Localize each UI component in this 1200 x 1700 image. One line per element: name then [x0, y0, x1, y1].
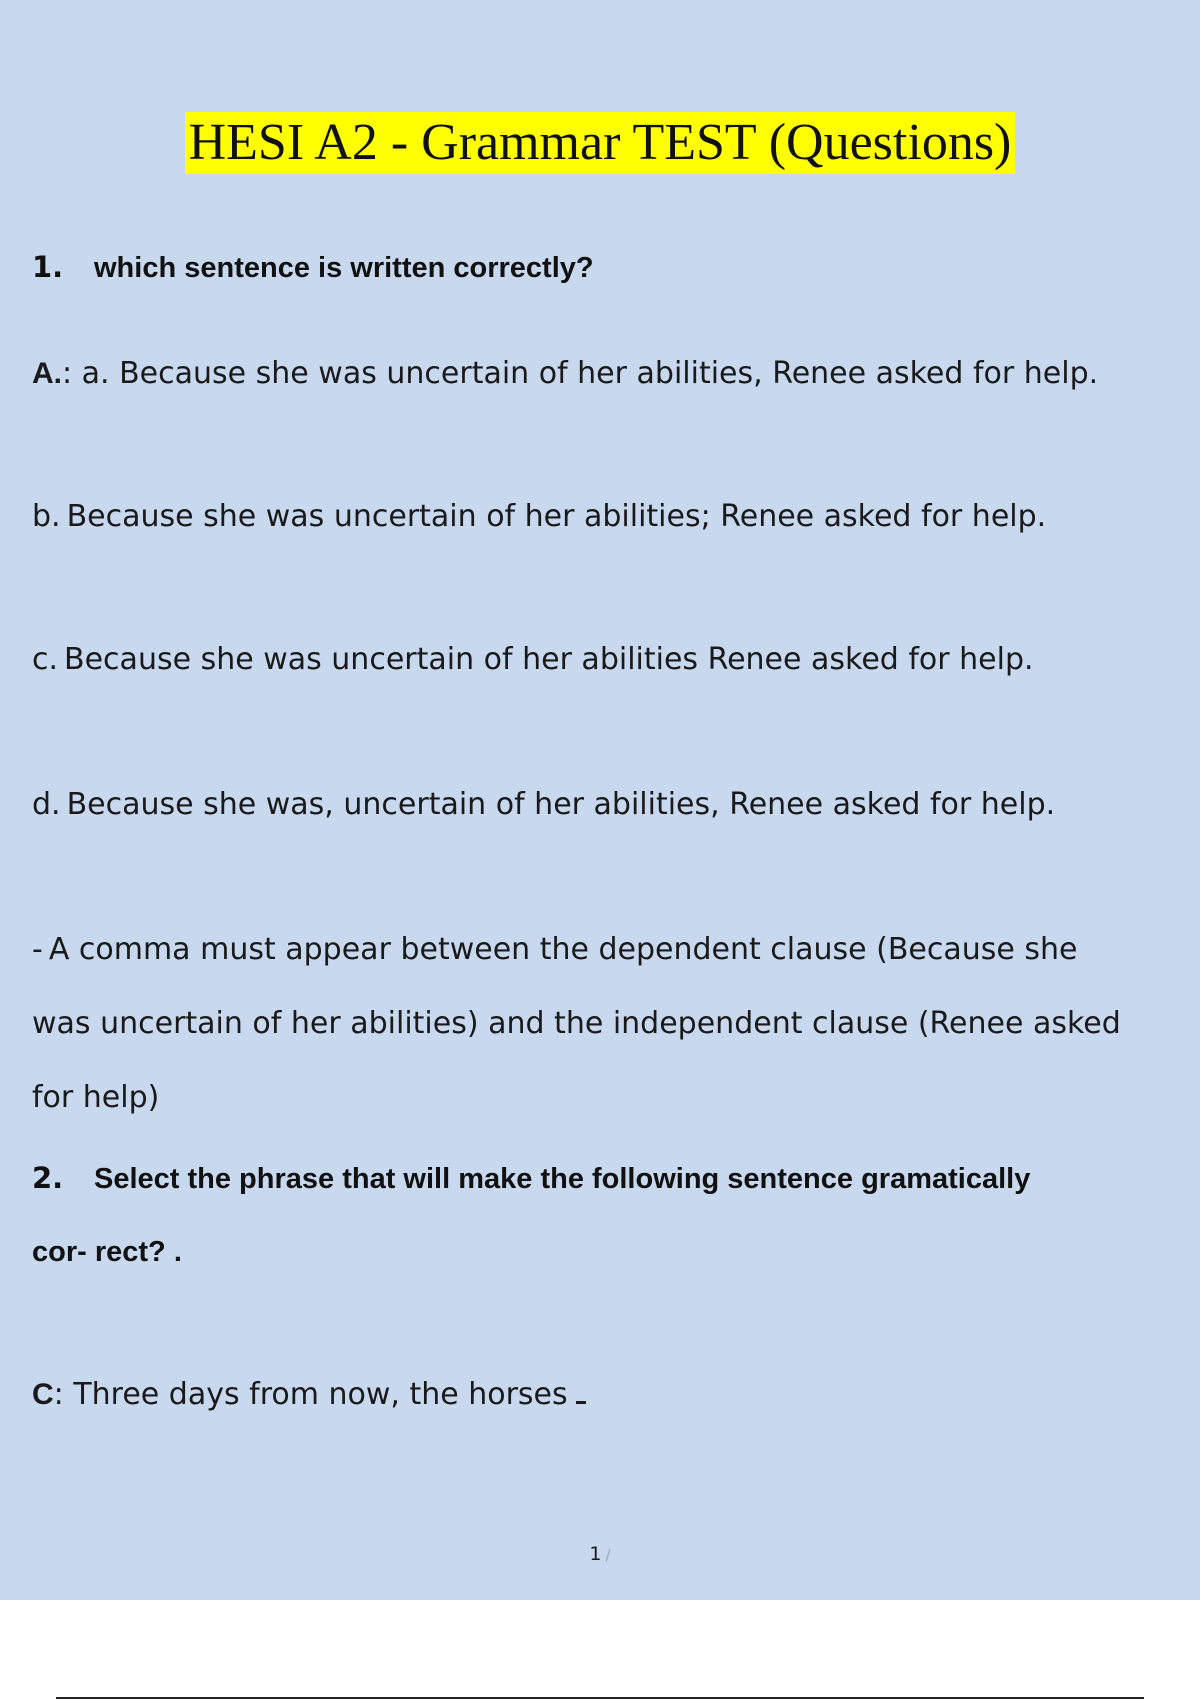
- document-title: HESI A2 - Grammar TEST (Questions): [185, 112, 1016, 174]
- explanation-line: for help): [32, 1080, 160, 1115]
- page-number-value: 1: [589, 1543, 602, 1565]
- choice-text: : Three days from now, the horses: [53, 1377, 568, 1412]
- page-separator: /: [605, 1546, 611, 1564]
- choice-label: C: [32, 1378, 54, 1411]
- question-2-prompt-line-1: Select the phrase that will make the following sentence gramatically: [94, 1163, 1031, 1195]
- question-2-heading: [32, 1161, 1030, 1196]
- title-container: [0, 112, 1200, 174]
- question-2-number: 2.: [32, 1161, 64, 1195]
- answer-label: A.: [32, 357, 62, 390]
- option-b: b. Because she was uncertain of her abilities; Renee asked for help.: [32, 499, 1047, 534]
- question-1-heading: [32, 250, 594, 285]
- explanation-line: was uncertain of her abilities) and the independent clause (Renee asked: [32, 1006, 1121, 1041]
- answer-blank: [576, 1379, 586, 1404]
- explanation-line: - A comma must appear between the dependent clause (Because she: [32, 932, 1078, 967]
- option-c: c. Because she was uncertain of her abilities Renee asked for help.: [32, 642, 1034, 677]
- question-2-prompt-line-2: cor- rect? .: [32, 1236, 182, 1268]
- question-1-prompt: which sentence is written correctly?: [94, 252, 594, 284]
- page-number: [0, 1543, 1200, 1565]
- question-2-choice: [32, 1377, 586, 1412]
- bottom-divider: [56, 1697, 1144, 1699]
- question-1-number: 1.: [32, 250, 64, 284]
- option-d: d. Because she was, uncertain of her abilities, Renee asked for help.: [32, 787, 1056, 822]
- answer-text: : a. Because she was uncertain of her abilities, Renee asked for help.: [62, 356, 1099, 391]
- question-1-answer: [32, 356, 1098, 391]
